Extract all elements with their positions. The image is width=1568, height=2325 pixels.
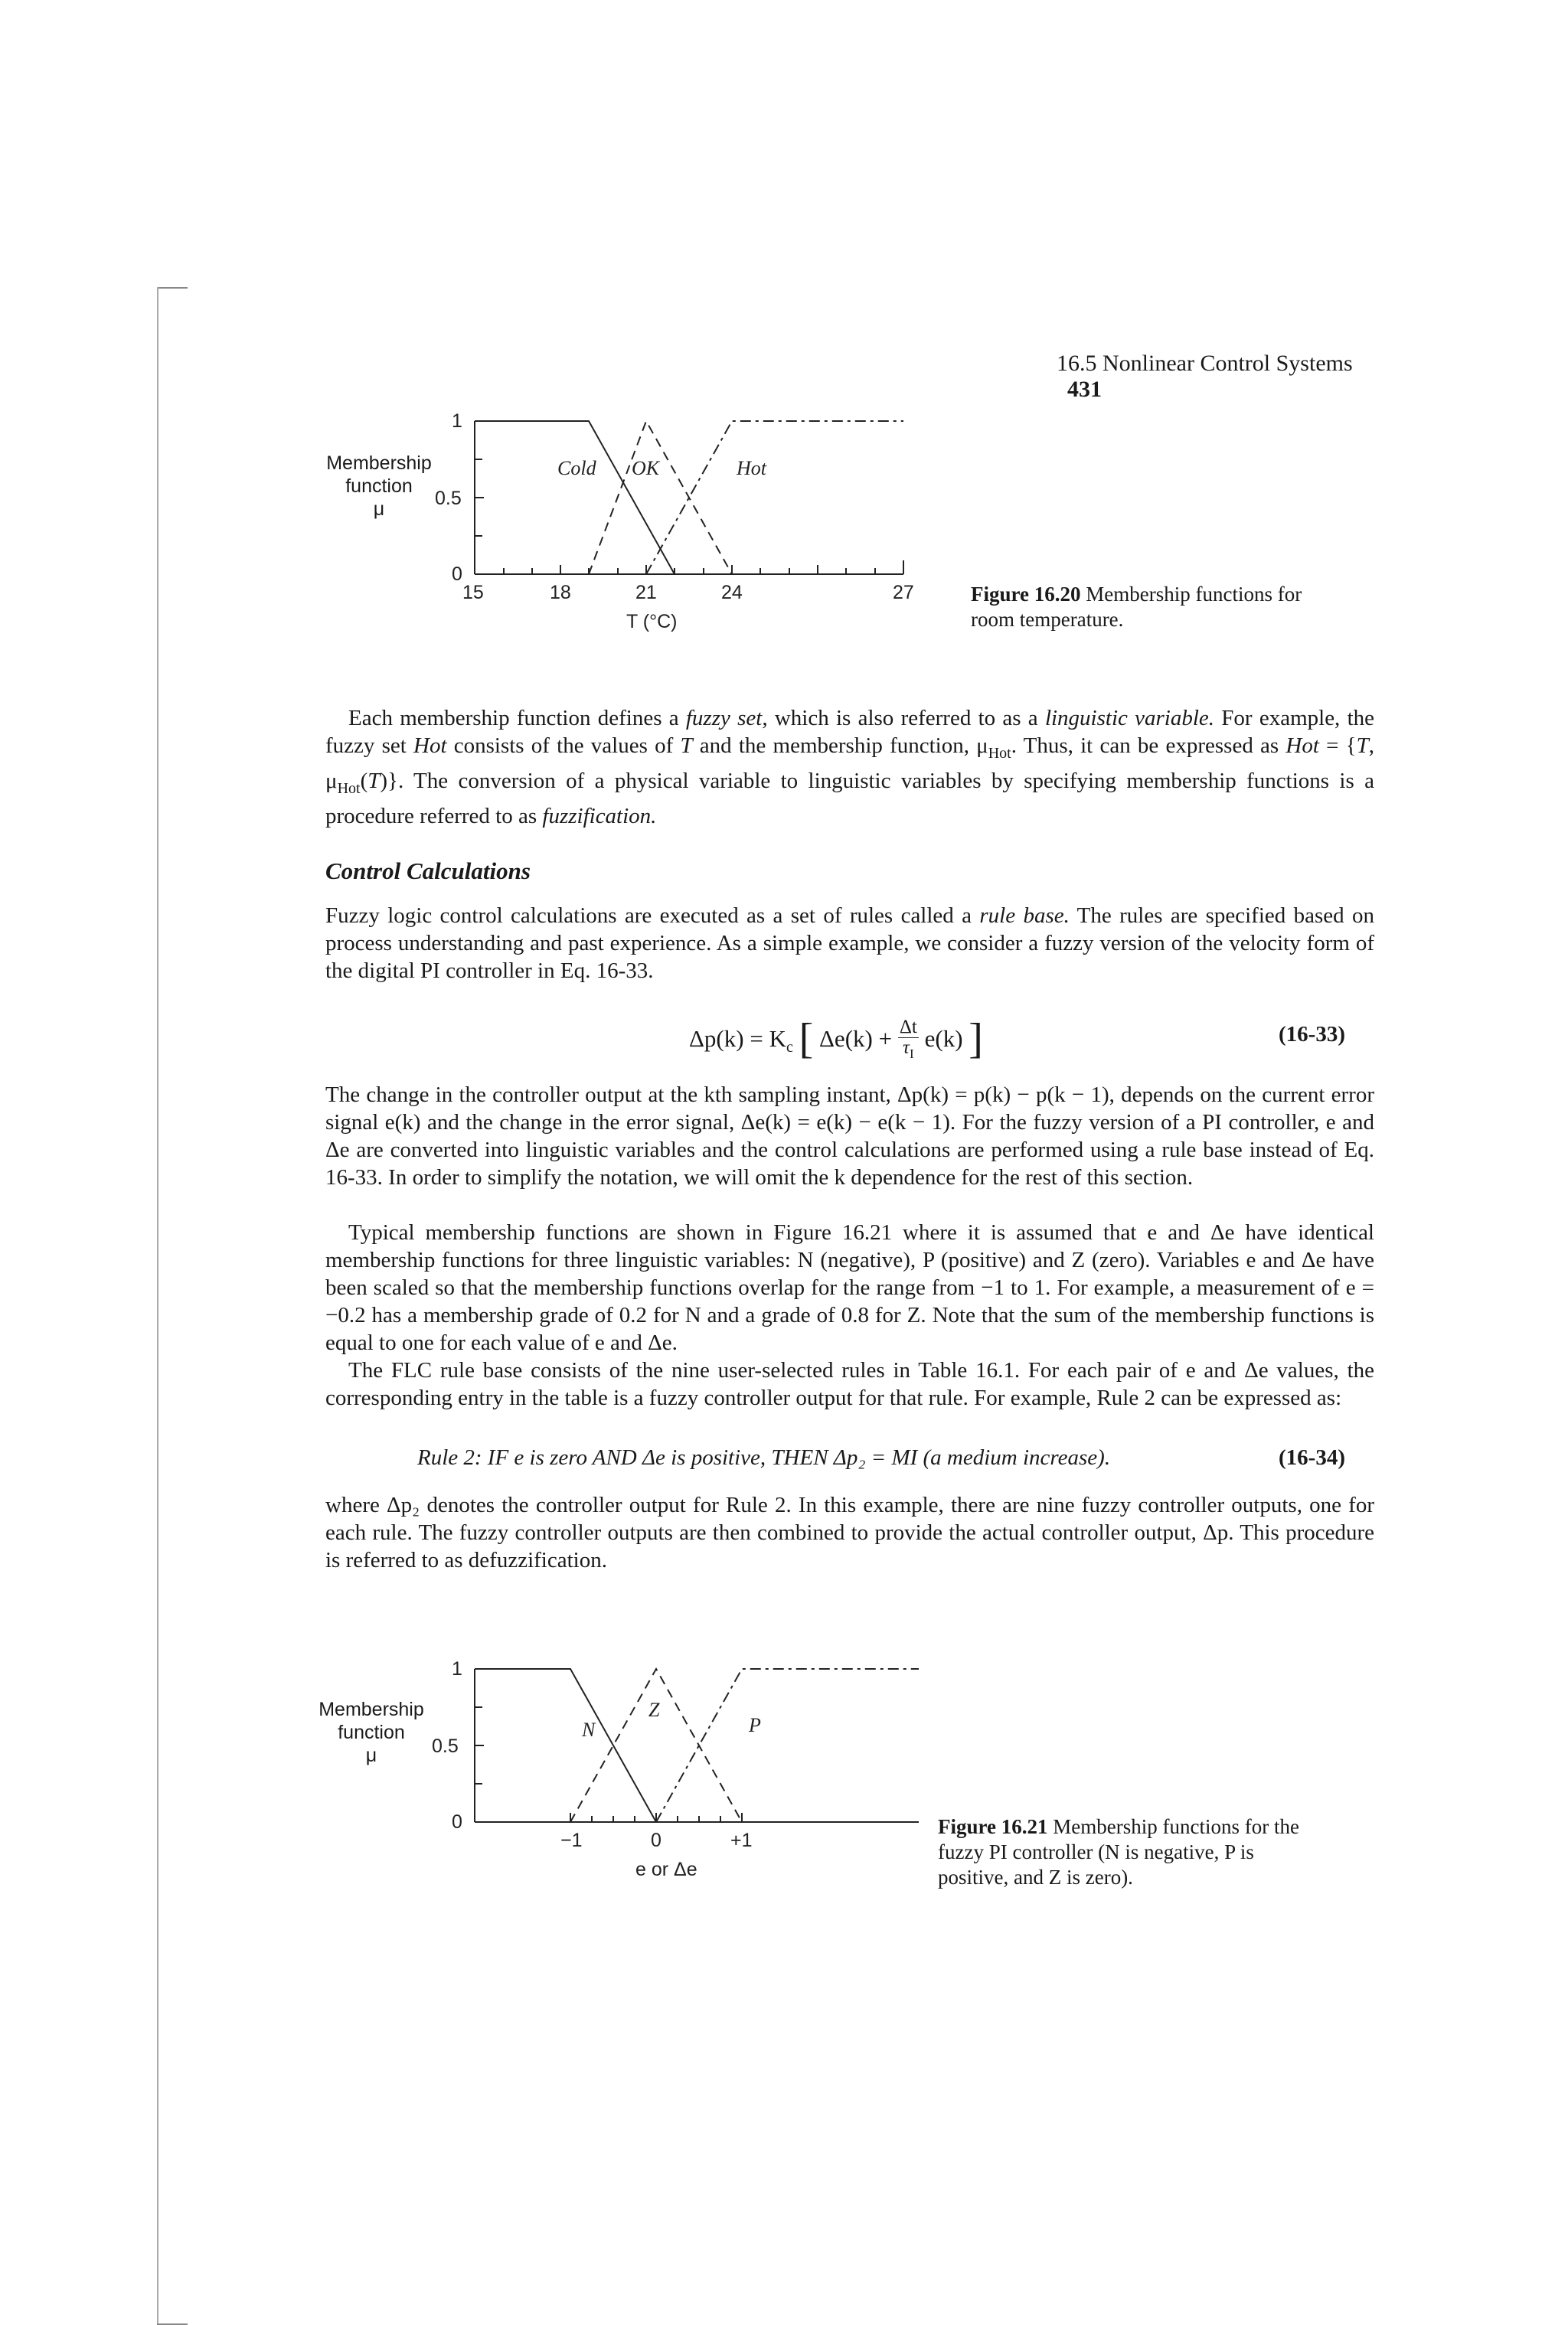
figure1-ylabel	[325, 452, 433, 521]
figure1-label-cold: Cold	[557, 457, 596, 479]
paragraph-fuzzy-set: Each membership function defines a fuzzy set, which is also referred to as a linguistic variable. For example, the fuzzy set Hot consists of the values of T and the membership function, $\mu_{Hot}$. Thus, it can be expressed as Hot = {T, $\mu_{Hot}(T)$}. The conversion of a physical variable to linguistic variables by specifying membership functions is a procedure referred to as fuzzification.	[325, 706, 1374, 828]
figure2-ylabel-line3: μ	[365, 1745, 377, 1766]
equation-16-33: $\Delta p(k) = K_c$ [ Δe(k) + $\frac{\Delta t}{\tau_I}$ e(k) ]	[689, 1015, 983, 1063]
figure1-hot-curve	[646, 421, 903, 574]
figure1-label-ok: OK	[632, 457, 660, 479]
paragraph-change-controller-output: The change in the controller output at the kth sampling instant, Δp(k) = p(k) − p(k − 1), depends on the current error signal e(k) and the change in the error signal, Δe(k) = e(k) − e(k − 1). For the fuzzy version of a PI controller, e and Δe are converted into linguistic variables and the control calculations are performed using a rule base instead of Eq. 16-33. In order to simplify the notation, we will omit the k dependence for the rest of this section.	[325, 1082, 1374, 1190]
figure2-caption-label: Figure 16.21	[938, 1815, 1048, 1838]
figure2-caption-text-2: fuzzy PI controller (N is negative, P is	[938, 1840, 1254, 1863]
figure1-ytick-1: 1	[452, 410, 462, 432]
figure1-ylabel-line3: μ	[373, 498, 385, 520]
section-heading-control-calculations: Control Calculations	[325, 857, 531, 884]
figure2-ylabel	[314, 1698, 429, 1767]
figure2-ytick-05: 0.5	[432, 1736, 459, 1757]
figure2-caption-text-3: positive, and Z is zero).	[938, 1866, 1133, 1889]
figure1-caption-text-1: Membership functions for	[1086, 583, 1302, 606]
figure1-caption-label: Figure 16.20	[971, 583, 1081, 606]
figure1-ytick-05: 0.5	[435, 488, 462, 509]
figure2-ytick-1: 1	[452, 1658, 462, 1680]
figure2-ylabel-line2: function	[338, 1722, 405, 1743]
figure1-ytick-0: 0	[452, 563, 462, 585]
paragraph-rule-base-table: The FLC rule base consists of the nine user-selected rules in Table 16.1. For each pair of e and Δe values, the corresponding entry in the table is a fuzzy controller output for that rule. For example, Rule 2 can be expressed as:	[325, 1358, 1374, 1410]
running-header	[1057, 351, 1378, 403]
figure1-xtick-24: 24	[721, 582, 743, 603]
paragraph-defuzzification: where Δp₂ denotes the controller output for Rule 2. In this example, there are nine fuzzy controller outputs, one for each rule. The fuzzy controller outputs are then combined to provide the actual controller output, Δp. This procedure is referred to as defuzzification.	[325, 1493, 1374, 1572]
figure2-n-curve	[475, 1669, 656, 1822]
paragraph-membership-functions: Typical membership functions are shown in Figure 16.21 where it is assumed that e and Δe have identical membership functions for three linguistic variables: N (negative), P (positive) and Z (zero). Variables e and Δe have been scaled so that the membership functions overlap for the range from −1 to 1. For example, a measurement of e = −0.2 has a membership grade of 0.2 for N and a grade of 0.8 for Z. Note that the sum of the membership functions is equal to one for each value of e and Δe.	[325, 1220, 1374, 1355]
figure2-ytick-0: 0	[452, 1811, 462, 1833]
figure2-label-n: N	[582, 1719, 596, 1741]
figure2-label-z: Z	[648, 1699, 660, 1721]
scan-edge-left	[157, 287, 158, 2323]
figure2-p-curve	[656, 1669, 919, 1822]
figure2-z-curve	[570, 1669, 742, 1822]
running-title: 16.5 Nonlinear Control Systems	[1057, 351, 1353, 376]
scan-edge-top	[157, 287, 188, 289]
figure2-caption-text-1: Membership functions for the	[1053, 1815, 1299, 1838]
figure1-xtick-21: 21	[635, 582, 657, 603]
equation-number-16-33: (16-33)	[1279, 1022, 1345, 1047]
figure2-ylabel-line1: Membership	[318, 1699, 424, 1720]
figure2-label-p: P	[749, 1714, 761, 1736]
figure1-x-ticks	[504, 565, 875, 574]
figure1-label-hot: Hot	[737, 457, 766, 479]
rule-2-statement: Rule 2: IF e is zero AND Δe is positive, THEN Δp₂ = MI (a medium increase).	[417, 1445, 1111, 1470]
figure1-ok-curve	[589, 421, 732, 574]
figure2-xlabel: e or Δe	[635, 1859, 697, 1880]
figure1-xtick-18: 18	[550, 582, 571, 603]
figure2-xtick-0: 0	[651, 1830, 662, 1851]
figure1-cold-curve	[475, 421, 675, 574]
equation-number-16-34: (16-34)	[1279, 1445, 1345, 1470]
figure1-caption-text-2: room temperature.	[971, 608, 1124, 631]
figure1-plot	[429, 398, 949, 658]
figure2-caption	[938, 1814, 1367, 1890]
figure1-ylabel-line2: function	[345, 475, 413, 497]
figure1-xtick-15: 15	[462, 582, 484, 603]
paragraph-rule-base: Fuzzy logic control calculations are executed as a set of rules called a rule base. The rules are specified based on process understanding and past experience. As a simple example, we consider a fuzzy version of the velocity form of the digital PI controller in Eq. 16-33.	[325, 903, 1374, 983]
figure2-xtick-pos1: +1	[730, 1830, 753, 1851]
figure1-xtick-27: 27	[893, 582, 914, 603]
figure1-ylabel-line1: Membership	[326, 452, 432, 474]
figure2-xtick-neg1: −1	[560, 1830, 583, 1851]
figure1-xlabel: T (°C)	[626, 611, 678, 632]
page-number: 431	[1067, 377, 1102, 402]
figure1-caption	[971, 582, 1369, 632]
figure2-plot	[429, 1646, 949, 1906]
